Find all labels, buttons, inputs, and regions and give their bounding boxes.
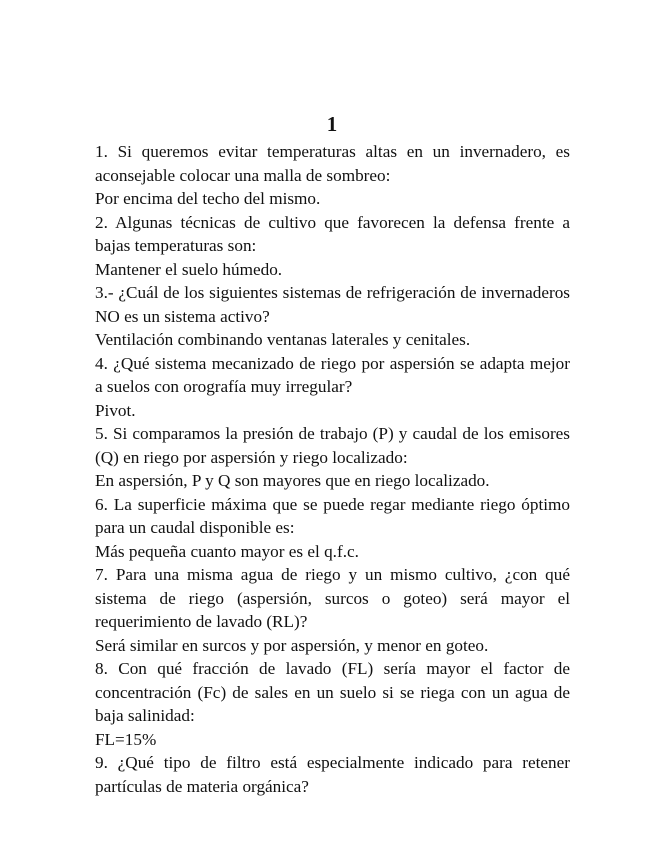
answer-7: Será similar en surcos y por aspersión, y menor en goteo.: [95, 635, 489, 655]
question-3: 3.- ¿Cuál de los siguientes sistemas de refrigeración de invernaderos NO es un sistema activo?: [95, 283, 570, 326]
answer-3: Ventilación combinando ventanas laterales y cenitales.: [95, 330, 471, 349]
question-4: 4. ¿Qué sistema mecanizado de riego por aspersión se adapta mejor a suelos con orografía muy irregular?: [95, 353, 570, 396]
question-8: 8. Con qué fracción de lavado (FL) sería mayor el factor de concentración (Fc) de sales en un suelo si se riega con un agua de baja salinidad:: [95, 659, 570, 725]
question-list: [95, 140, 570, 798]
question-7: 7. Para una misma agua de riego y un mismo cultivo, ¿con qué sistema de riego (aspersión, surcos o goteo) será mayor el requerimiento de lavado (RL)?: [95, 565, 570, 631]
answer-4: Pivot.: [95, 400, 136, 420]
question-5: 5. Si comparamos la presión de trabajo (P) y caudal de los emisores (Q) en riego por aspersión y riego localizado:: [95, 424, 570, 467]
answer-5: En aspersión, P y Q son mayores que en riego localizado.: [95, 471, 490, 490]
question-1: 1. Si queremos evitar temperaturas altas en un invernadero, es aconsejable colocar una malla de sombreo:: [95, 142, 570, 185]
answer-1: Por encima del techo del mismo.: [95, 189, 321, 208]
question-6: 6. La superficie máxima que se puede regar mediante riego óptimo para un caudal disponible es:: [95, 494, 570, 537]
answer-6: Más pequeña cuanto mayor es el q.f.c.: [95, 541, 359, 561]
answer-8: FL=15%: [95, 729, 157, 749]
answer-2: Mantener el suelo húmedo.: [95, 259, 283, 279]
question-2: 2. Algunas técnicas de cultivo que favorecen la defensa frente a bajas temperaturas son:: [95, 212, 570, 255]
page-number: 1: [326, 112, 338, 136]
question-9: 9. ¿Qué tipo de filtro está especialmente indicado para retener partículas de materia orgánica?: [95, 753, 570, 796]
